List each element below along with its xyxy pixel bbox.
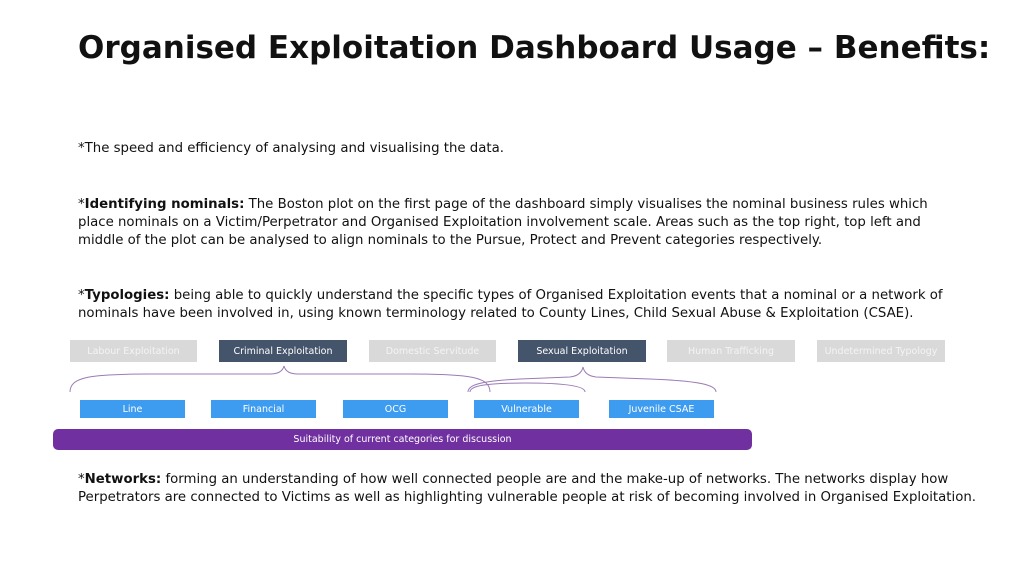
brace-criminal: [70, 366, 490, 392]
bullet-marker: *: [78, 288, 85, 303]
networks-text: forming an understanding of how well connected people are and the make-up of networks. The networks display how Perpetrators are connected to Victims as well as highlighting vulnerable people at risk of becoming involved in Organised Exploitation.: [78, 472, 976, 505]
category-labour-exploitation: Labour Exploitation: [70, 340, 197, 362]
subcategory-vulnerable: Vulnerable: [474, 400, 579, 418]
category-domestic-servitude: Domestic Servitude: [369, 340, 496, 362]
typologies-text: being able to quickly understand the specific types of Organised Exploitation events that a nominal or a network of nominals have been involved in, using known terminology related to County Lines, Child Sexual Abuse & Exploitation (CSAE).: [78, 288, 943, 321]
brace-sexual: [468, 367, 716, 392]
bullet-marker: *: [78, 472, 85, 487]
typologies-heading: Typologies:: [84, 288, 170, 303]
subcategory-ocg: OCG: [343, 400, 448, 418]
subcategory-juvenile-csae: Juvenile CSAE: [609, 400, 714, 418]
category-undetermined-typology: Undetermined Typology: [817, 340, 945, 362]
category-sexual-exploitation: Sexual Exploitation: [518, 340, 646, 362]
category-criminal-exploitation: Criminal Exploitation: [219, 340, 347, 362]
brace-vulnerable: [470, 383, 585, 392]
category-human-trafficking: Human Trafficking: [667, 340, 795, 362]
bullet-marker: *: [78, 197, 85, 212]
speed-text: *The speed and efficiency of analysing and visualising the data.: [78, 141, 504, 156]
subcategory-financial: Financial: [211, 400, 316, 418]
discussion-banner: Suitability of current categories for discussion: [53, 429, 752, 450]
nominals-heading: Identifying nominals:: [84, 197, 245, 212]
nominals-text: The Boston plot on the first page of the dashboard simply visualises the nominal business rules which place nominals on a Victim/Perpetrator and Organised Exploitation involvement scale. Areas such as the top right, top left and middle of the plot can be analysed to align nominals to the Pursue, Protect and Prevent categories respectively.: [78, 197, 928, 248]
networks-paragraph: [78, 471, 978, 507]
subcategory-line: Line: [80, 400, 185, 418]
page-title: Organised Exploitation Dashboard Usage – Benefits:: [78, 30, 991, 66]
networks-heading: Networks:: [84, 472, 162, 487]
